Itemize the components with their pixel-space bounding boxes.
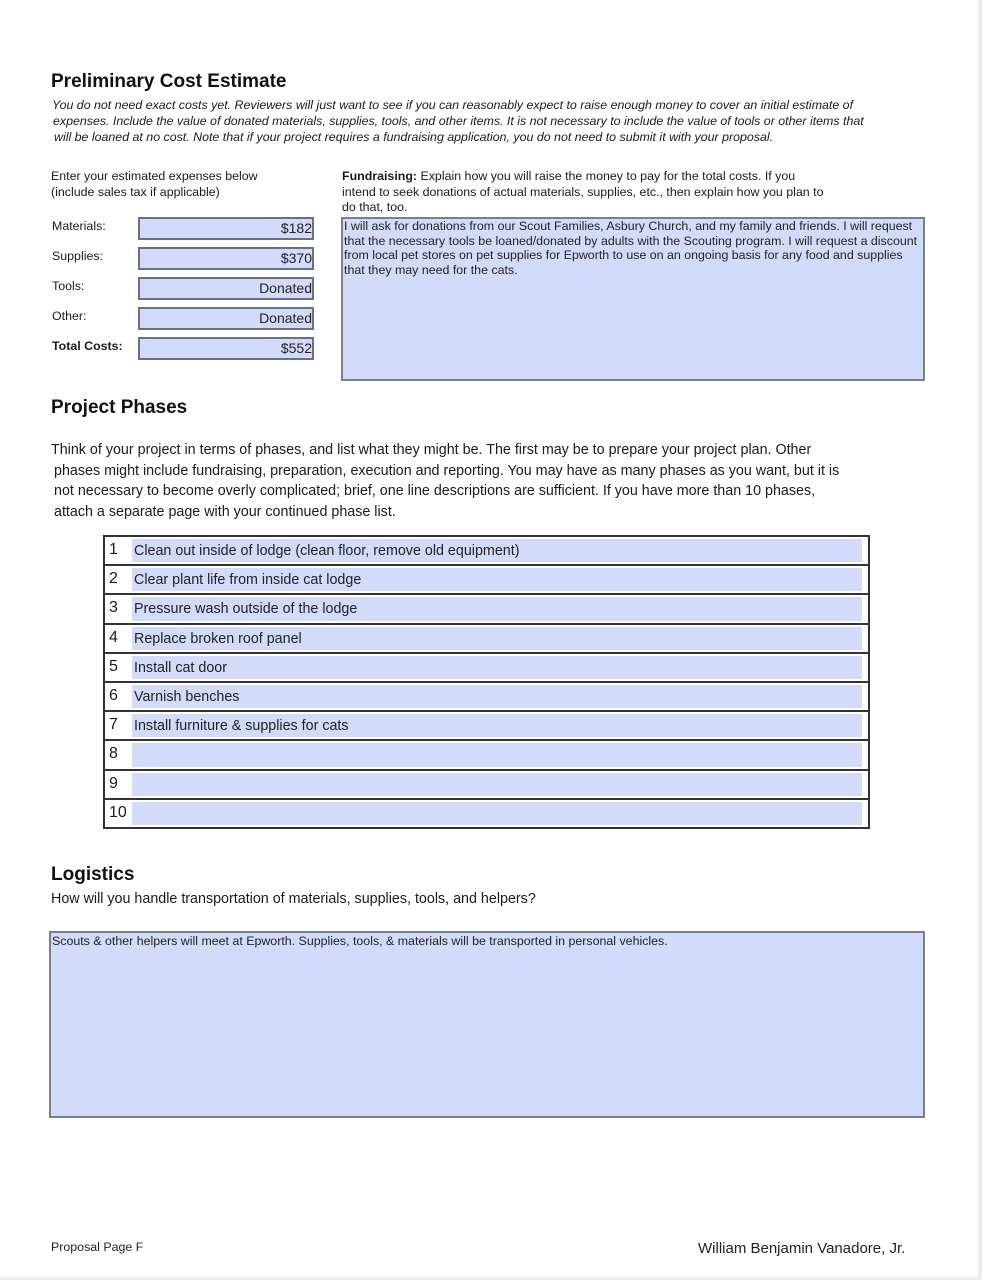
logistics-question: How will you handle transportation of materials, supplies, tools, and helpers? [51, 891, 536, 907]
instruction-line: Explain how you will raise the money to pay for the total costs. If you [417, 169, 796, 183]
logistics-textarea[interactable]: Scouts & other helpers will meet at Epworth. Supplies, tools, & materials will be transported in personal vehicles. [49, 931, 925, 1118]
phase-field[interactable]: Install furniture & supplies for cats [132, 714, 862, 737]
phase-field[interactable] [132, 773, 862, 796]
instruction-line: Think of your project in terms of phases, and list what they might be. The first may be to prepare your project plan. Other [51, 442, 812, 458]
logistics-title: Logistics [51, 864, 135, 885]
phase-field[interactable]: Varnish benches [132, 685, 862, 708]
tools-field[interactable]: Donated [138, 277, 314, 300]
phase-field[interactable]: Clean out inside of lodge (clean floor, remove old equipment) [132, 539, 862, 562]
phase-number: 5 [105, 654, 132, 681]
phase-row [105, 652, 868, 681]
phase-field[interactable]: Replace broken roof panel [132, 627, 862, 650]
phase-row [105, 623, 868, 652]
other-label: Other: [52, 309, 87, 323]
phases-instruction [51, 440, 931, 522]
page-edge [978, 0, 982, 1280]
phase-number: 9 [105, 771, 132, 798]
phase-row [105, 798, 868, 827]
materials-field[interactable]: $182 [138, 217, 314, 240]
phase-row [105, 564, 868, 593]
instruction-line: not necessary to become overly complicated; brief, one line descriptions are sufficient. If you have more than 10 phases, [54, 483, 816, 499]
fundraising-instruction [342, 169, 882, 216]
tools-label: Tools: [52, 279, 85, 293]
phase-field[interactable]: Clear plant life from inside cat lodge [132, 568, 862, 591]
phase-row [105, 769, 868, 798]
phase-field[interactable]: Install cat door [132, 656, 862, 679]
page-label: Proposal Page F [51, 1240, 144, 1254]
phase-row [105, 681, 868, 710]
instruction-line: attach a separate page with your continued phase list. [54, 503, 396, 520]
phase-number: 1 [105, 537, 132, 564]
cost-estimate-title: Preliminary Cost Estimate [51, 71, 287, 92]
phase-number: 6 [105, 683, 132, 710]
fundraising-textarea[interactable]: I will ask for donations from our Scout Families, Asbury Church, and my family and friends. I will request that the necessary tools be loaned/donated by adults with the Scouting program. I will request a discount from local pet stores on pet supplies for Epworth to use on an ongoing basis for any food and supplies that they may need for the cats. [341, 217, 925, 381]
phase-field[interactable] [132, 802, 862, 825]
phases-title: Project Phases [51, 397, 188, 418]
intro-line: You do not need exact costs yet. Reviewers will just want to see if you can reasonably expect to raise enough money to cover an initial estimate of [52, 98, 854, 112]
cost-estimate-intro [52, 97, 932, 145]
expenses-instruction [51, 169, 258, 200]
phase-number: 8 [105, 741, 132, 768]
phase-row [105, 593, 868, 622]
instruction-line: phases might include fundraising, preparation, execution and reporting. You may have as many phases as you want, but it is [54, 462, 840, 479]
author-name: William Benjamin Vanadore, Jr. [698, 1240, 906, 1257]
phase-number: 4 [105, 625, 132, 652]
intro-line: expenses. Include the value of donated materials, supplies, tools, and other items. It is not necessary to include the value of tools or other items that [53, 114, 864, 128]
phase-number: 2 [105, 566, 132, 593]
phase-row [105, 710, 868, 739]
fundraising-label: Fundraising: [342, 169, 418, 183]
instruction-line: Enter your estimated expenses below [51, 169, 258, 183]
total-costs-field[interactable]: $552 [138, 337, 314, 360]
supplies-field[interactable]: $370 [138, 247, 314, 270]
intro-line: will be loaned at no cost. Note that if your project requires a fundraising application, you do not need to submit it with your proposal. [54, 130, 774, 144]
total-costs-label: Total Costs: [52, 339, 123, 353]
instruction-line: intend to seek donations of actual materials, supplies, etc., then explain how you plan to [342, 184, 824, 199]
materials-label: Materials: [52, 219, 106, 233]
instruction-line: (include sales tax if applicable) [51, 184, 220, 199]
phases-table [103, 535, 870, 829]
phase-number: 10 [105, 800, 132, 827]
phase-field[interactable]: Pressure wash outside of the lodge [132, 597, 862, 620]
phase-field[interactable] [132, 743, 862, 766]
phase-number: 3 [105, 595, 132, 622]
phase-number: 7 [105, 712, 132, 739]
instruction-line: do that, too. [342, 200, 408, 214]
phase-row [105, 739, 868, 768]
other-field[interactable]: Donated [138, 307, 314, 330]
supplies-label: Supplies: [52, 249, 103, 263]
phase-row [105, 537, 868, 564]
